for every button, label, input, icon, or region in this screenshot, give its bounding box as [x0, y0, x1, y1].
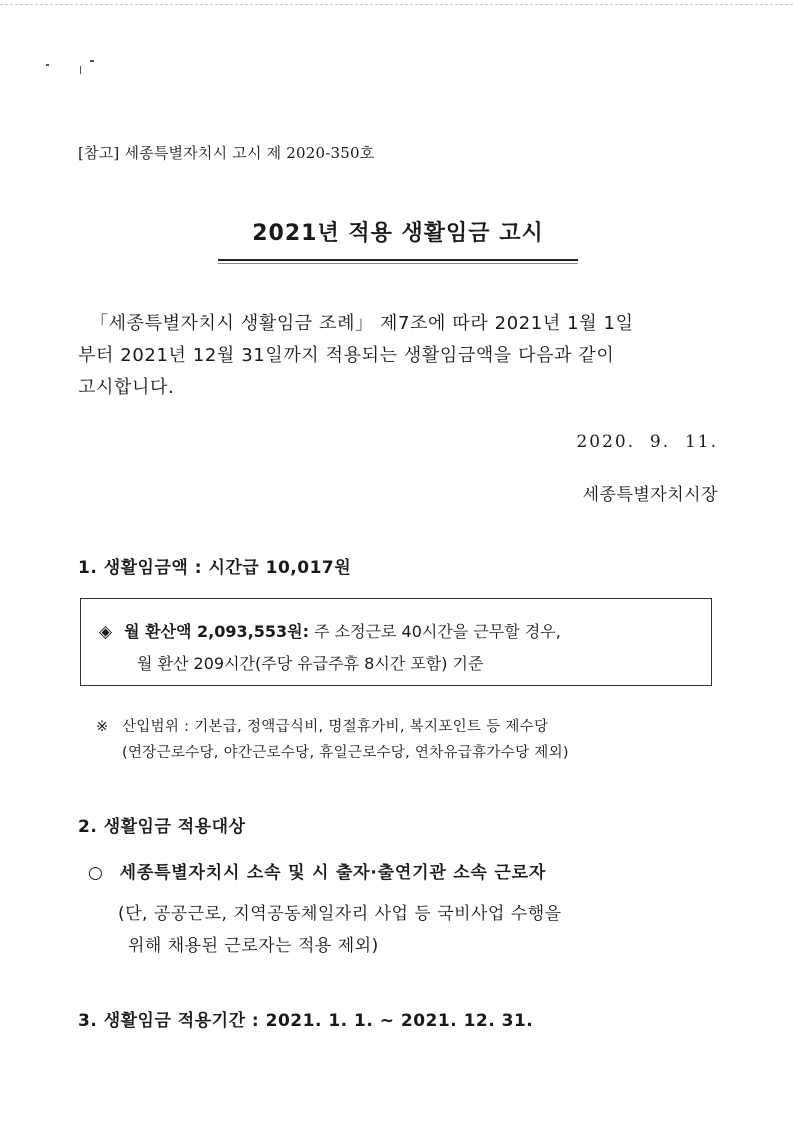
inclusion-note: [96, 714, 569, 766]
intro-line: 「세종특별자치시 생활임금 조례」 제7조에 따라 2021년 1월 1일: [90, 313, 634, 334]
reference-line: [참고] 세종특별자치시 고시 제 2020-350호: [78, 144, 375, 162]
exclusion-line: 위해 채용된 근로자는 적용 제외): [128, 936, 379, 956]
exclusion-line: (단, 공공근로, 지역공동체일자리 사업 등 국비사업 수행을: [118, 904, 562, 924]
title-block: [218, 216, 578, 264]
scan-speck: [46, 64, 49, 66]
scan-speck: [90, 60, 94, 62]
box-line: [99, 619, 561, 642]
note-line: [96, 714, 569, 740]
target-text: 세종특별자치시 소속 및 시 출자·출연기관 소속 근로자: [119, 863, 547, 883]
scan-speck: [80, 66, 81, 74]
page-title: 2021년 적용 생활임금 고시: [252, 221, 544, 246]
target-exclusion: [118, 898, 718, 962]
section-2-heading: 2. 생활임금 적용대상: [78, 817, 246, 837]
box-line: 월 환산 209시간(주당 유급주휴 8시간 포함) 기준: [137, 654, 484, 673]
intro-line: 부터 2021년 12월 31일까지 적용되는 생활임금액을 다음과 같이: [78, 345, 615, 366]
notice-date: 2020. 9. 11.: [576, 432, 718, 452]
reference-mark-icon: ※: [96, 719, 109, 735]
intro-line: 고시합니다.: [78, 377, 175, 398]
box-line-rest: 주 소정근로 40시간을 근무할 경우,: [308, 622, 561, 641]
note-line: (연장근로수당, 야간근로수당, 휴일근로수당, 연차유급휴가수당 제외): [122, 745, 569, 761]
intro-paragraph: [78, 308, 718, 404]
monthly-amount-label: 월 환산액 2,093,553원:: [124, 622, 309, 641]
circle-bullet-icon: ○: [88, 863, 104, 883]
diamond-bullet-icon: ◈: [99, 622, 113, 642]
title-underline-thin: [218, 263, 578, 264]
scan-edge-line: [0, 4, 793, 5]
monthly-amount-box: [80, 598, 712, 686]
section-3-heading: 3. 생활임금 적용기간 : 2021. 1. 1. ∼ 2021. 12. 31.: [78, 1011, 534, 1031]
target-bullet: [88, 858, 546, 883]
note-text: 산입범위 : 기본급, 정액급식비, 명절휴가비, 복지포인트 등 제수당: [122, 719, 549, 735]
title-underline: [218, 259, 578, 261]
signer: 세종특별자치시장: [582, 485, 718, 505]
section-1-heading: 1. 생활임금액 : 시간급 10,017원: [78, 558, 352, 578]
